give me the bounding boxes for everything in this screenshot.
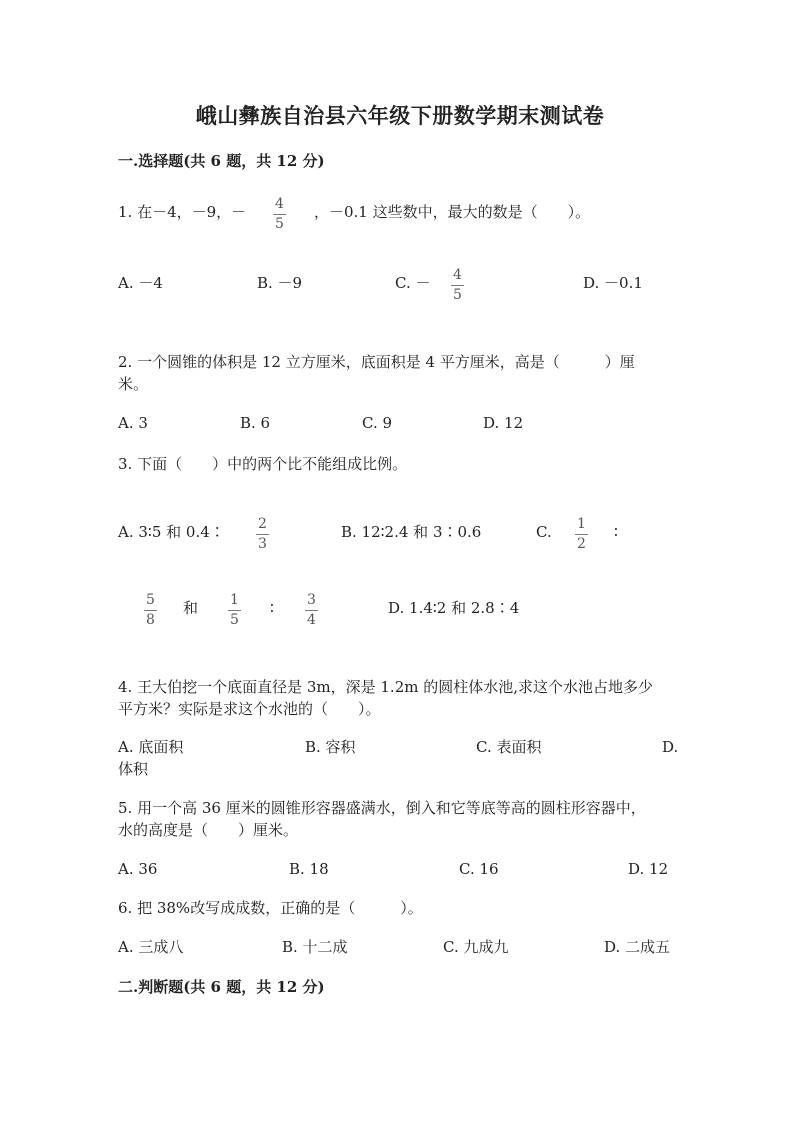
q3-option-a[interactable]: A. 3∶5 和 0.4∶	[118, 523, 225, 541]
q5-stem-line1: 5. 用一个高 36 厘米的圆锥形容器盛满水，倒入和它等底等高的圆柱形容器中，	[118, 799, 646, 817]
fraction-numerator: 1	[577, 516, 586, 532]
q6-option-d[interactable]: D. 二成五	[604, 938, 671, 956]
q1-option-b[interactable]: B. －9	[257, 274, 303, 292]
q4-option-c[interactable]: C. 表面积	[476, 738, 542, 756]
q2-stem-line1: 2. 一个圆锥的体积是 12 立方厘米，底面积是 4 平方厘米，高是（ ）厘	[118, 353, 635, 371]
q3-option-c-fraction-3	[228, 592, 241, 629]
q1-stem-part1: 1. 在－4，－9，－	[118, 203, 247, 221]
q3-option-c-fraction-2	[144, 592, 157, 629]
q3-option-a-fraction	[256, 516, 269, 553]
section-heading-judgment: 二.判断题(共 6 题，共 12 分)	[118, 978, 325, 996]
fraction-numerator: 1	[230, 592, 239, 608]
fraction-denominator: 2	[577, 536, 586, 552]
q1-option-c-fraction	[451, 267, 464, 304]
fraction-numerator: 4	[275, 196, 284, 212]
section-heading-choice: 一.选择题(共 6 题，共 12 分)	[118, 152, 325, 170]
q5-option-c[interactable]: C. 16	[459, 860, 499, 878]
fraction-denominator: 3	[258, 536, 267, 552]
q5-option-a[interactable]: A. 36	[118, 860, 158, 878]
fraction-bar	[575, 534, 588, 535]
q6-option-c[interactable]: C. 九成九	[443, 938, 509, 956]
q6-stem: 6. 把 38%改写成成数，正确的是（ ）。	[118, 899, 423, 917]
fraction-bar	[305, 610, 318, 611]
fraction-numerator: 4	[453, 267, 462, 283]
q4-stem-line2: 平方米？实际是求这个水池的（ ）。	[118, 700, 381, 718]
q4-option-d-text: 体积	[118, 760, 149, 778]
page-title: 峨山彝族自治县六年级下册数学期末测试卷	[195, 103, 605, 128]
q2-stem-line2: 米。	[118, 375, 149, 393]
fraction-denominator: 5	[453, 287, 462, 303]
q6-option-b[interactable]: B. 十二成	[282, 938, 348, 956]
q1-option-d[interactable]: D. －0.1	[583, 274, 643, 292]
q4-option-b[interactable]: B. 容积	[305, 738, 356, 756]
fraction-bar	[451, 285, 464, 286]
q3-ratio-colon-2: ∶	[270, 599, 274, 617]
q3-option-c-fraction-1	[575, 516, 588, 553]
fraction-bar	[144, 610, 157, 611]
fraction-numerator: 2	[258, 516, 267, 532]
q2-option-a[interactable]: A. 3	[118, 414, 148, 432]
fraction-denominator: 5	[275, 216, 284, 232]
q1-option-a[interactable]: A. －4	[118, 274, 163, 292]
q3-ratio-colon-1: ∶	[614, 523, 618, 541]
q2-option-d[interactable]: D. 12	[483, 414, 524, 432]
fraction-numerator: 3	[307, 592, 316, 608]
q4-option-a[interactable]: A. 底面积	[118, 738, 184, 756]
q6-option-a[interactable]: A. 三成八	[118, 938, 184, 956]
q4-stem-line1: 4. 王大伯挖一个底面直径是 3m，深是 1.2m 的圆柱体水池,求这个水池占地多少	[118, 678, 654, 696]
q5-option-b[interactable]: B. 18	[289, 860, 329, 878]
q3-option-d[interactable]: D. 1.4∶2 和 2.8∶4	[388, 599, 520, 617]
fraction-denominator: 8	[146, 612, 155, 628]
fraction-denominator: 5	[230, 612, 239, 628]
q3-option-c[interactable]: C.	[536, 523, 552, 541]
q5-stem-line2: 水的高度是（ ）厘米。	[118, 821, 299, 839]
q5-option-d[interactable]: D. 12	[628, 860, 669, 878]
q3-option-c-fraction-4	[305, 592, 318, 629]
q1-option-c[interactable]: C. －	[395, 274, 431, 292]
q1-fraction	[273, 196, 286, 233]
fraction-bar	[273, 214, 286, 215]
q2-option-c[interactable]: C. 9	[362, 414, 393, 432]
q3-stem: 3. 下面（ ）中的两个比不能组成比例。	[118, 455, 408, 473]
q3-and-text: 和	[183, 599, 199, 617]
q2-option-b[interactable]: B. 6	[240, 414, 271, 432]
fraction-denominator: 4	[307, 612, 316, 628]
fraction-bar	[228, 610, 241, 611]
q1-stem-part2: ，－0.1 这些数中，最大的数是（ ）。	[314, 203, 591, 221]
q3-option-b[interactable]: B. 12∶2.4 和 3∶0.6	[341, 523, 482, 541]
fraction-bar	[256, 534, 269, 535]
fraction-numerator: 5	[146, 592, 155, 608]
q4-option-d[interactable]: D.	[662, 738, 679, 756]
